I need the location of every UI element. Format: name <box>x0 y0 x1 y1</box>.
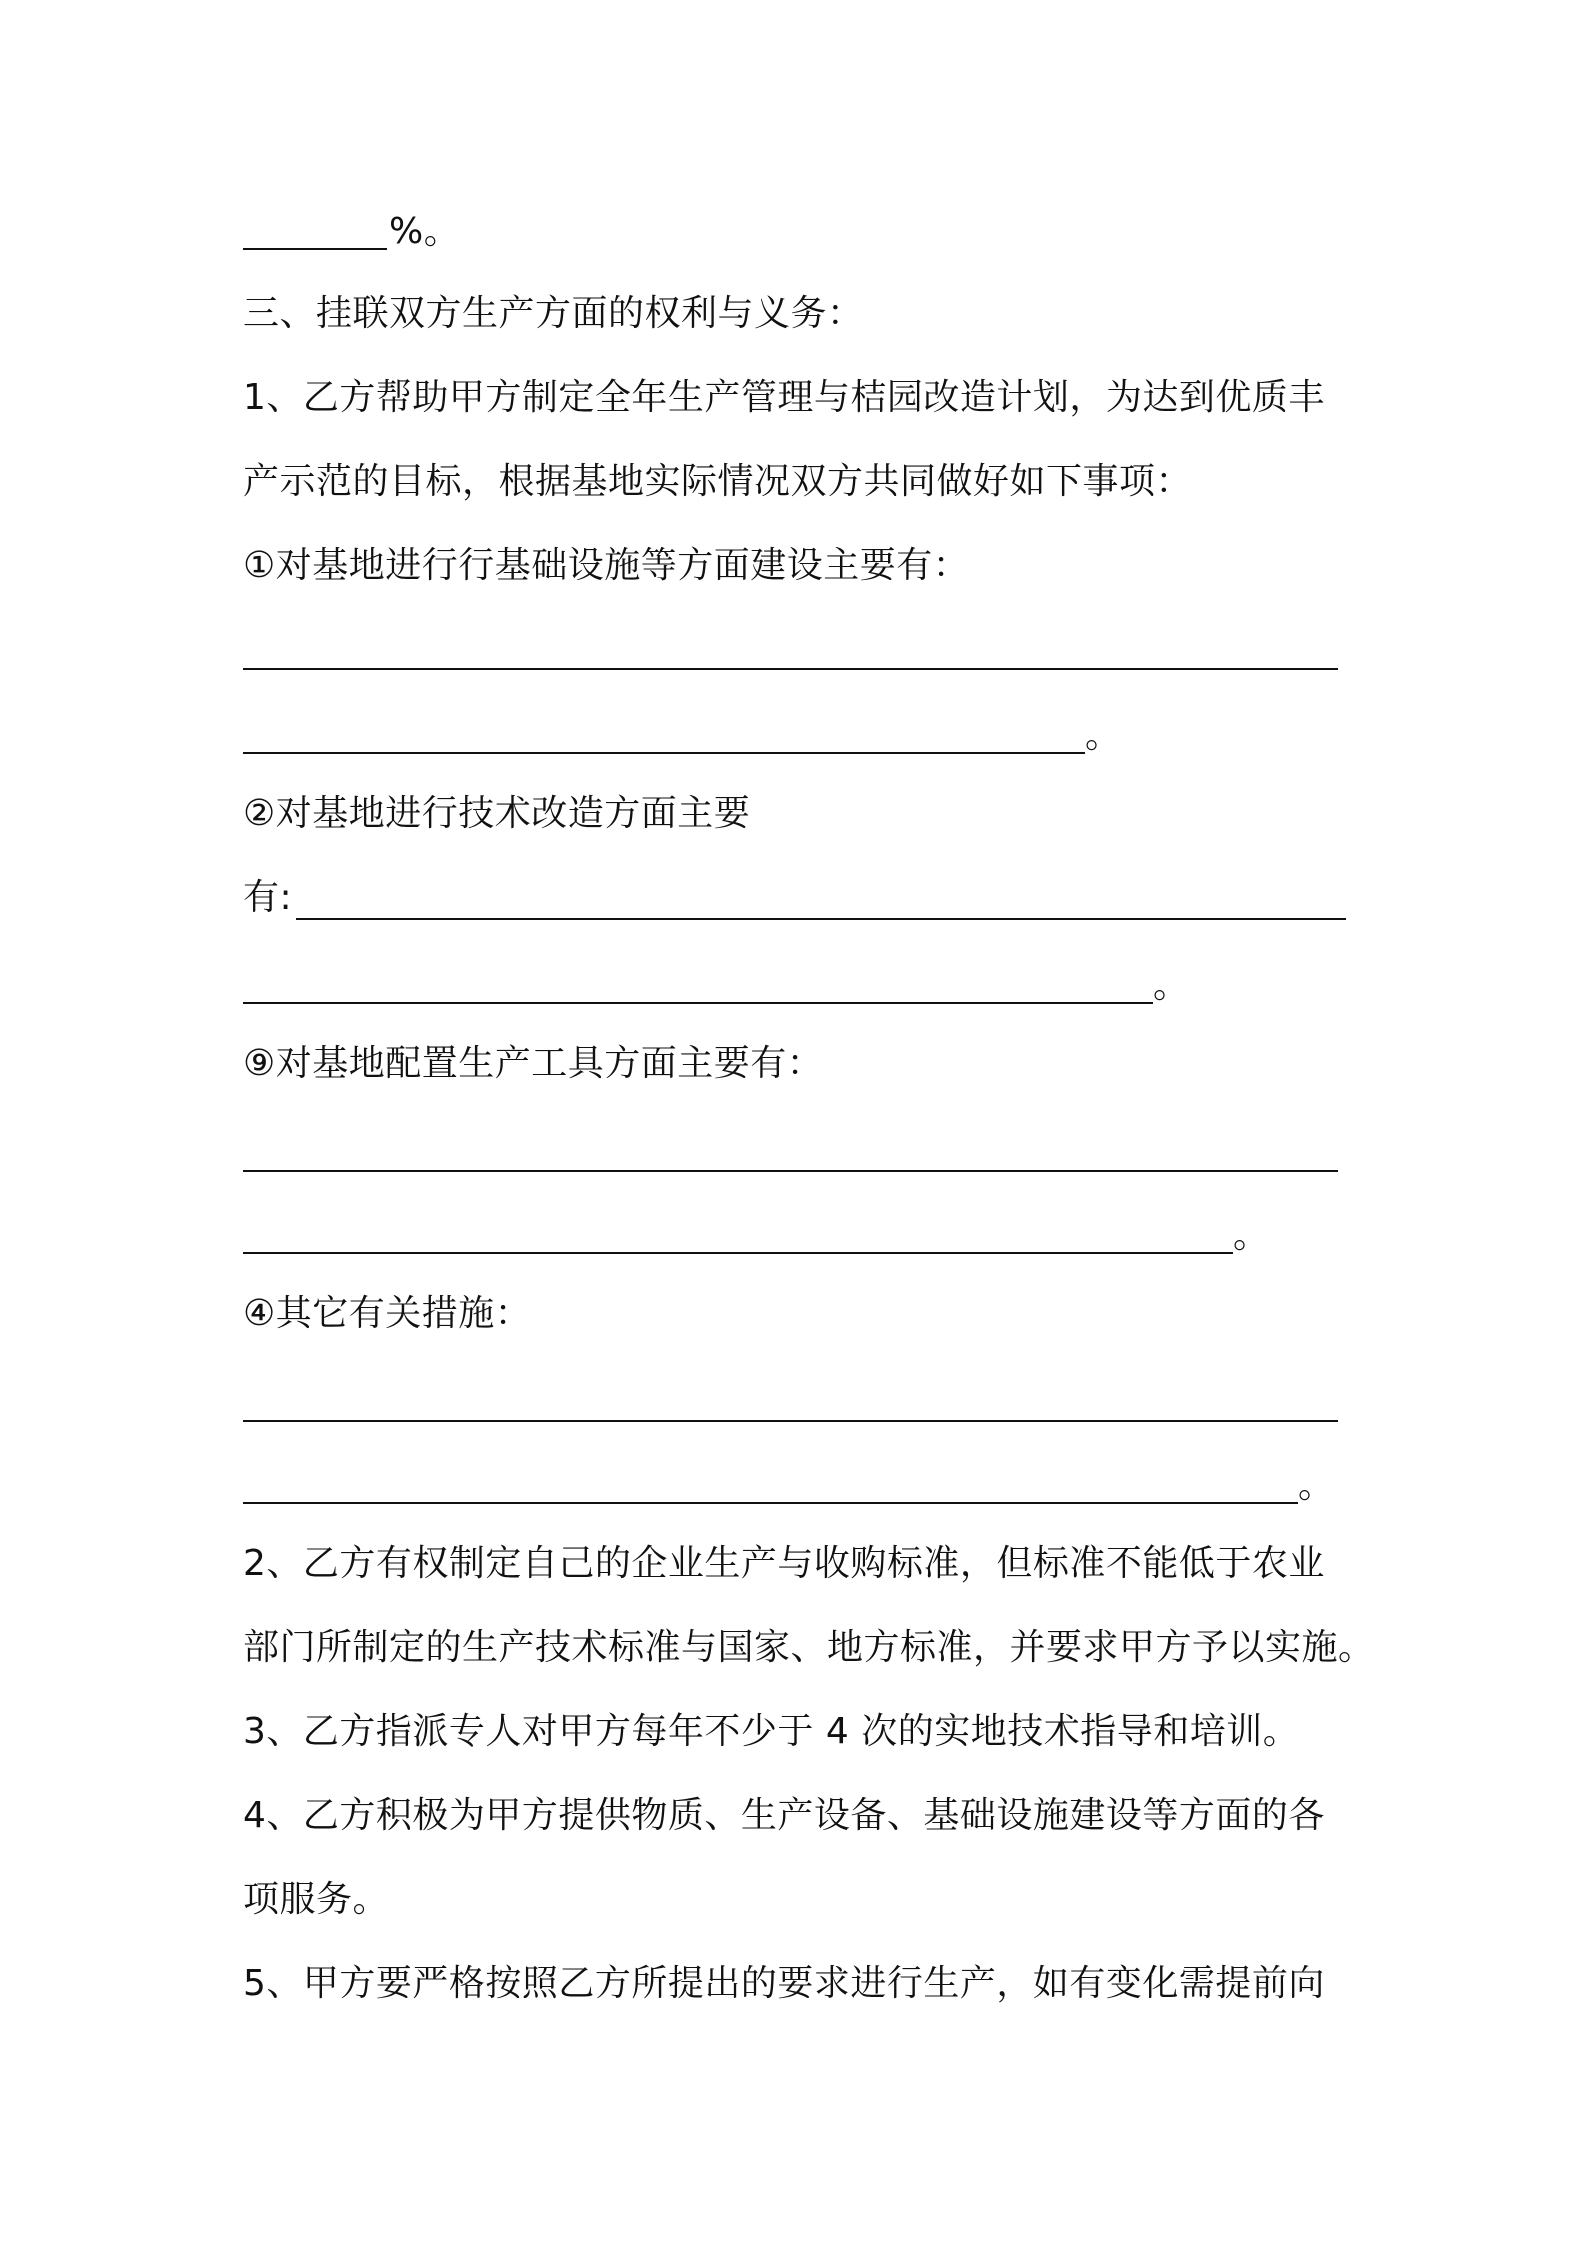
blank-line[interactable] <box>243 668 1338 670</box>
blank-line[interactable] <box>243 1170 1338 1172</box>
end-mark: 。 <box>1298 1465 1335 1506</box>
item-1-title: ①对基地进行行基础设施等方面建设主要有： <box>243 545 970 586</box>
clause-1-line-2: 产示范的目标，根据基地实际情况双方共同做好如下事项： <box>243 461 1193 502</box>
blank-line[interactable] <box>243 248 387 250</box>
clause-2-line-1: 2、乙方有权制定自己的企业生产与收购标准，但标准不能低于农业 <box>243 1543 1325 1584</box>
clause-1-line-1: 1、乙方帮助甲方制定全年生产管理与桔园改造计划，为达到优质丰 <box>243 377 1325 418</box>
end-mark: 。 <box>1085 715 1122 756</box>
clause-4-line-1: 4、乙方积极为甲方提供物质、生产设备、基础设施建设等方面的各 <box>243 1795 1325 1836</box>
clause-5-line-1: 5、甲方要严格按照乙方所提出的要求进行生产，如有变化需提前向 <box>243 1963 1325 2004</box>
item-4-title: ④其它有关措施： <box>243 1293 532 1334</box>
end-mark: 。 <box>1153 965 1190 1006</box>
item-2-prefix: 有: <box>243 877 293 918</box>
blank-line[interactable] <box>243 752 1085 754</box>
clause-2-line-2: 部门所制定的生产技术标准与国家、地方标准，并要求甲方予以实施。 <box>243 1627 1375 1668</box>
clause-4-line-2: 项服务。 <box>243 1879 390 1920</box>
blank-line[interactable] <box>243 1420 1338 1422</box>
blank-line[interactable] <box>243 1502 1298 1504</box>
clause-3: 3、乙方指派专人对甲方每年不少于 4 次的实地技术指导和培训。 <box>243 1711 1300 1752</box>
blank-line[interactable] <box>243 1002 1153 1004</box>
end-mark: 。 <box>1233 1215 1270 1256</box>
item-2-title: ②对基地进行技术改造方面主要 <box>243 793 751 834</box>
percent-suffix: %。 <box>389 211 461 252</box>
blank-line[interactable] <box>296 918 1346 920</box>
item-3-title: ⑨对基地配置生产工具方面主要有： <box>243 1043 824 1084</box>
blank-line[interactable] <box>243 1252 1233 1254</box>
section-heading-three: 三、挂联双方生产方面的权利与义务： <box>243 293 864 334</box>
